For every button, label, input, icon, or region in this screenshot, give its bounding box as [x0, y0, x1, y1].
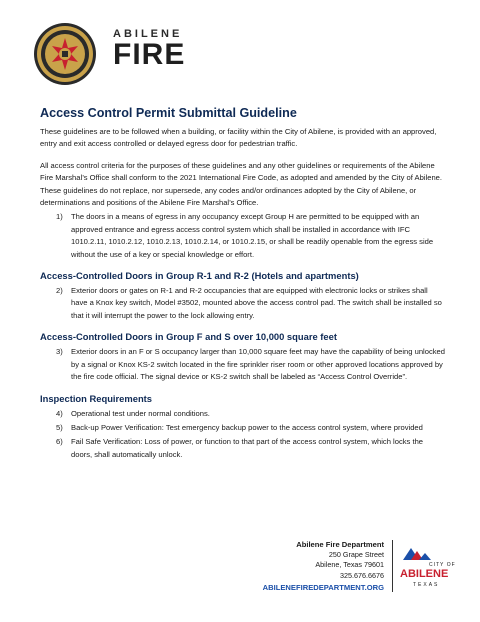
phone-number: 325.676.6676 — [340, 570, 384, 580]
list-item — [40, 211, 445, 261]
brand-top-text: ABILENE — [113, 28, 183, 40]
item-number: 3) — [56, 347, 63, 357]
inspection-requirements-list — [40, 408, 445, 462]
document-body — [40, 106, 445, 463]
item-text: Operational test under normal conditions. — [71, 408, 210, 418]
item-number: 2) — [56, 286, 63, 296]
contact-block — [263, 540, 384, 593]
item-number: 1) — [56, 212, 63, 222]
section-heading-inspection: Inspection Requirements — [40, 392, 153, 404]
city-logo-bottom-text: TEXAS — [413, 582, 440, 588]
intro-paragraph-2: All access control criteria for the purposes of these guidelines and any other guidelines or requirements of the Abilene Fire Marshal’s Office shall conform to the 2021 International Fire Code, as adopted and amended by the City of Abilene. These guidelines do not replace, nor supersede, any codes and/or ordinances adopted by the City of Abilene, or determinations and positions of the Abilene Fire Marshal’s Office. — [40, 160, 442, 208]
section-heading-r1-r2: Access-Controlled Doors in Group R-1 and R-2 (Hotels and apartments) — [40, 270, 359, 282]
city-of-abilene-logo-icon — [399, 542, 456, 592]
city-logo-main-text: ABILENE — [400, 568, 449, 580]
brand-main-text: FIRE — [113, 38, 186, 71]
intro-paragraph-1: These guidelines are to be followed when a building, or facility within the City of Abilene, is provided with an approved, entry and exit access controlled or delayed egress door for pedestrian traffic. — [40, 127, 437, 149]
item-number: 6) — [56, 437, 63, 447]
list-item — [40, 408, 445, 420]
section-heading-f-s: Access-Controlled Doors in Group F and S over 10,000 square feet — [40, 331, 337, 343]
item-text: The doors in a means of egress in any occupancy except Group H are permitted to be equipped with an approved entrance and egress access control system which shall be installed in accordance with IFC 1010.2.11, 1010.2.12, 1010.2.13, 1010.2.14, or 1010.2.15, or shall be readily openable from the egress side without the use of a key or special knowledge or effort. — [71, 212, 434, 259]
brand-wordmark — [113, 28, 233, 70]
item-text: Exterior doors in an F or S occupancy larger than 10,000 square feet may have the capability of being unlocked by a signal or Knox KS-2 switch located in the fire sprinkler riser room or other approved locations approved by the fire code official. The signal device or KS-2 switch shall be labeled as “Access Control Override”. — [71, 347, 446, 382]
city-logo-top-text: CITY OF — [429, 562, 456, 568]
list-item — [40, 346, 445, 383]
website-link[interactable]: ABILENEFIREDEPARTMENT.ORG — [262, 582, 384, 592]
item-text: Exterior doors or gates on R-1 and R-2 occupancies that are equipped with electronic locks or strikes shall have a Knox key switch, Model #3502, mounted above the access control pad. The switch shall be installed so that it will interrupt the power to the lock allowing entry. — [71, 286, 442, 320]
item-number: 4) — [56, 408, 63, 418]
f-s-requirements-list — [40, 346, 445, 383]
item-text: Back-up Power Verification: Test emergency backup power to the access control system, where provided — [71, 422, 423, 432]
footer — [262, 540, 456, 600]
fire-department-seal-icon — [33, 22, 97, 86]
document-title: Access Control Permit Submittal Guideline — [40, 106, 297, 120]
street-address: 250 Grape Street — [328, 550, 384, 560]
list-item — [40, 422, 445, 434]
general-requirements-list — [40, 211, 445, 261]
city-state-zip: Abilene, Texas 79601 — [315, 560, 384, 570]
department-name: Abilene Fire Department — [296, 540, 384, 549]
list-item — [40, 285, 445, 322]
r1-r2-requirements-list — [40, 285, 445, 322]
item-text: Fail Safe Verification: Loss of power, or function to that part of the access control system, which locks the doors, shall automatically unlock. — [71, 437, 424, 459]
footer-divider — [392, 540, 393, 592]
item-number: 5) — [56, 422, 63, 432]
list-item — [40, 436, 445, 461]
